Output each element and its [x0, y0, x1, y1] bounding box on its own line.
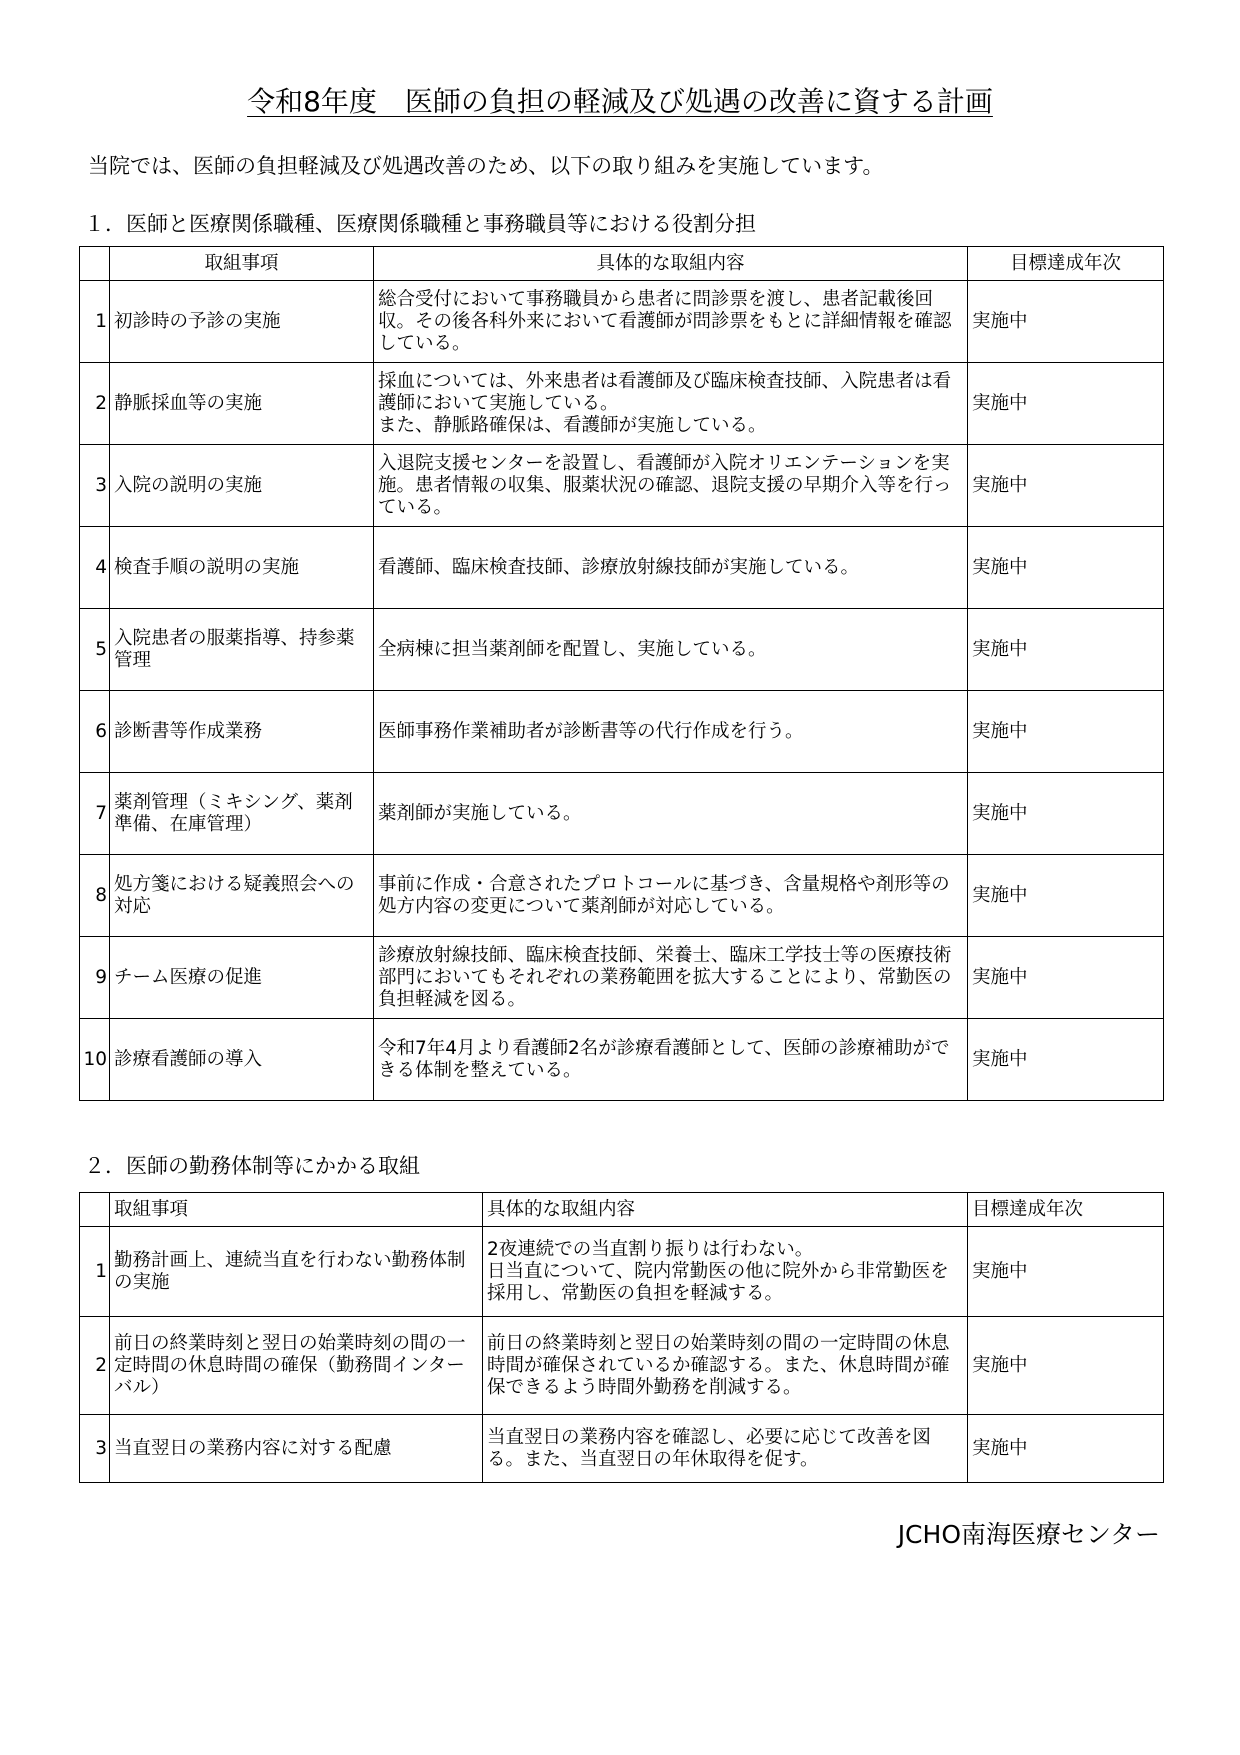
row-detail: 令和7年4月より看護師2名が診療看護師として、医師の診療補助ができる体制を整えている。 — [374, 1019, 968, 1101]
table-row — [80, 1415, 1164, 1483]
table-row — [80, 1227, 1164, 1317]
row-detail: 当直翌日の業務内容を確認し、必要に応じて改善を図る。また、当直翌日の年休取得を促す。 — [483, 1415, 968, 1483]
work-system-table — [79, 1192, 1164, 1483]
section2-heading: ２．医師の勤務体制等にかかる取組 — [84, 1154, 420, 1178]
row-status: 実施中 — [968, 1227, 1164, 1317]
row-number: 7 — [80, 773, 110, 855]
row-item: チーム医療の促進 — [110, 937, 374, 1019]
table-row — [80, 1317, 1164, 1415]
row-status: 実施中 — [968, 363, 1164, 445]
row-number: 2 — [80, 363, 110, 445]
row-status: 実施中 — [968, 445, 1164, 527]
row-status: 実施中 — [968, 281, 1164, 363]
row-detail: 全病棟に担当薬剤師を配置し、実施している。 — [374, 609, 968, 691]
row-detail: 採血については、外来患者は看護師及び臨床検査技師、入院患者は看護師において実施している。 また、静脈路確保は、看護師が実施している。 — [374, 363, 968, 445]
row-item: 勤務計画上、連続当直を行わない勤務体制の実施 — [110, 1227, 483, 1317]
row-detail: 総合受付において事務職員から患者に問診票を渡し、患者記載後回収。その後各科外来において看護師が問診票をもとに詳細情報を確認している。 — [374, 281, 968, 363]
row-status: 実施中 — [968, 1317, 1164, 1415]
row-item: 入院患者の服薬指導、持参薬管理 — [110, 609, 374, 691]
row-number: 5 — [80, 609, 110, 691]
column-header-number — [80, 247, 110, 281]
role-sharing-table — [79, 246, 1164, 1101]
table-row — [80, 773, 1164, 855]
row-detail: 2夜連続での当直割り振りは行わない。 日当直について、院内常勤医の他に院外から非常勤医を採用し、常勤医の負担を軽減する。 — [483, 1227, 968, 1317]
table-row — [80, 281, 1164, 363]
table-row — [80, 1019, 1164, 1101]
table-row — [80, 363, 1164, 445]
row-detail: 医師事務作業補助者が診断書等の代行作成を行う。 — [374, 691, 968, 773]
row-status: 実施中 — [968, 937, 1164, 1019]
row-item: 薬剤管理（ミキシング、薬剤準備、在庫管理） — [110, 773, 374, 855]
intro-text: 当院では、医師の負担軽減及び処遇改善のため、以下の取り組みを実施しています。 — [88, 154, 884, 178]
row-status: 実施中 — [968, 609, 1164, 691]
table-header-row — [80, 1193, 1164, 1227]
row-item: 初診時の予診の実施 — [110, 281, 374, 363]
column-header-item: 取組事項 — [110, 1193, 483, 1227]
row-status: 実施中 — [968, 773, 1164, 855]
row-detail: 診療放射線技師、臨床検査技師、栄養士、臨床工学技士等の医療技術部門においてもそれぞれの業務範囲を拡大することにより、常勤医の負担軽減を図る。 — [374, 937, 968, 1019]
row-status: 実施中 — [968, 691, 1164, 773]
row-number: 3 — [80, 1415, 110, 1483]
column-header-target-year: 目標達成年次 — [968, 1193, 1164, 1227]
row-detail: 看護師、臨床検査技師、診療放射線技師が実施している。 — [374, 527, 968, 609]
column-header-target-year: 目標達成年次 — [968, 247, 1164, 281]
section1-heading: １．医師と医療関係職種、医療関係職種と事務職員等における役割分担 — [84, 212, 756, 236]
row-number: 2 — [80, 1317, 110, 1415]
row-detail: 薬剤師が実施している。 — [374, 773, 968, 855]
row-number: 1 — [80, 1227, 110, 1317]
column-header-number — [80, 1193, 110, 1227]
column-header-detail: 具体的な取組内容 — [483, 1193, 968, 1227]
column-header-item: 取組事項 — [110, 247, 374, 281]
table-row — [80, 609, 1164, 691]
table-row — [80, 445, 1164, 527]
page-title — [0, 84, 1240, 120]
row-item: 診断書等作成業務 — [110, 691, 374, 773]
row-status: 実施中 — [968, 1019, 1164, 1101]
row-number: 3 — [80, 445, 110, 527]
row-item: 検査手順の説明の実施 — [110, 527, 374, 609]
row-number: 9 — [80, 937, 110, 1019]
row-item: 入院の説明の実施 — [110, 445, 374, 527]
table-header-row — [80, 247, 1164, 281]
row-number: 1 — [80, 281, 110, 363]
row-number: 8 — [80, 855, 110, 937]
row-status: 実施中 — [968, 855, 1164, 937]
row-item: 診療看護師の導入 — [110, 1019, 374, 1101]
row-number: 10 — [80, 1019, 110, 1101]
row-status: 実施中 — [968, 527, 1164, 609]
row-number: 6 — [80, 691, 110, 773]
table-row — [80, 855, 1164, 937]
row-number: 4 — [80, 527, 110, 609]
organization-name: JCHO南海医療センター — [897, 1520, 1160, 1549]
table-row — [80, 527, 1164, 609]
row-detail: 入退院支援センターを設置し、看護師が入院オリエンテーションを実施。患者情報の収集、服薬状況の確認、退院支援の早期介入等を行っている。 — [374, 445, 968, 527]
row-status: 実施中 — [968, 1415, 1164, 1483]
page-title-text: 令和8年度 医師の負担の軽減及び処遇の改善に資する計画 — [247, 85, 993, 118]
row-item: 前日の終業時刻と翌日の始業時刻の間の一定時間の休息時間の確保（勤務間インターバル） — [110, 1317, 483, 1415]
table-row — [80, 937, 1164, 1019]
row-item: 静脈採血等の実施 — [110, 363, 374, 445]
row-detail: 前日の終業時刻と翌日の始業時刻の間の一定時間の休息時間が確保されているか確認する。また、休息時間が確保できるよう時間外勤務を削減する。 — [483, 1317, 968, 1415]
table-row — [80, 691, 1164, 773]
row-item: 当直翌日の業務内容に対する配慮 — [110, 1415, 483, 1483]
row-detail: 事前に作成・合意されたプロトコールに基づき、含量規格や剤形等の処方内容の変更について薬剤師が対応している。 — [374, 855, 968, 937]
column-header-detail: 具体的な取組内容 — [374, 247, 968, 281]
row-item: 処方箋における疑義照会への対応 — [110, 855, 374, 937]
